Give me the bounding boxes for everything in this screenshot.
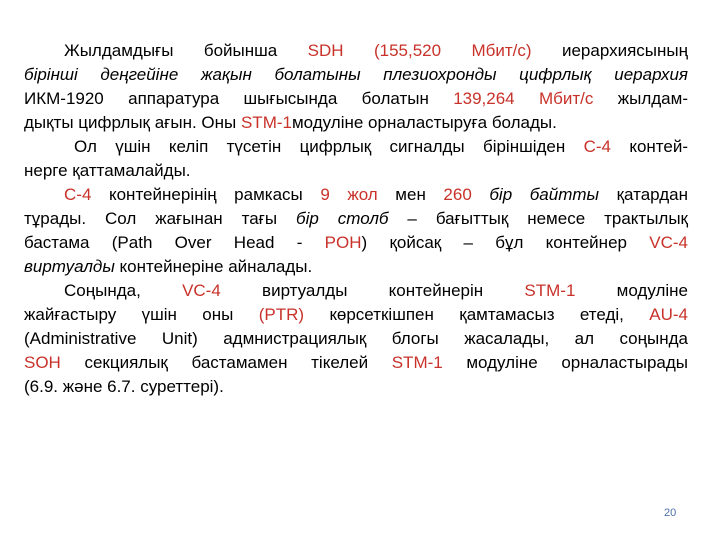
text-segment: Ол үшін келіп түсетін цифрлық сигналды біріншіден: [74, 137, 584, 156]
highlighted-term: STM-1: [240, 113, 292, 132]
highlighted-term: (PTR): [258, 305, 305, 324]
text-segment: иерархиясының: [531, 41, 689, 60]
highlighted-term: AU-4: [649, 305, 689, 324]
highlighted-term: STM-1: [391, 353, 443, 372]
text-segment: жайғастыру үшін оны: [24, 305, 259, 324]
text-line: [24, 159, 688, 183]
italic-text: бір столб: [296, 209, 389, 228]
highlighted-term: 139,264 Мбит/с: [453, 89, 594, 108]
highlighted-term: 260: [443, 185, 472, 204]
slide-body-text: [24, 39, 688, 399]
text-line: [24, 87, 688, 111]
text-line: [24, 135, 688, 159]
highlighted-term: POH: [324, 233, 362, 252]
text-line: [24, 207, 688, 231]
text-segment: секциялық бастамамен тікелей: [60, 353, 392, 372]
text-segment: контейнеріне айналады.: [114, 257, 313, 276]
text-segment: дықты цифрлық ағын. Оны: [24, 113, 241, 132]
italic-text: бірінші деңгейіне жақын болатыны плезиохронды цифрлық иерархия: [24, 65, 688, 84]
highlighted-term: SOH: [24, 353, 61, 372]
text-segment: нерге қаттамалайды.: [24, 161, 191, 180]
text-segment: контей-: [611, 137, 688, 156]
text-segment: бастама (Path Over Head -: [24, 233, 325, 252]
text-segment: (6.9. және 6.7. суреттері).: [24, 377, 224, 396]
text-line: [24, 375, 688, 399]
highlighted-term: STM-1: [524, 281, 576, 300]
text-line: [24, 351, 688, 375]
text-segment: модуліне: [575, 281, 688, 300]
highlighted-term: VC-4: [182, 281, 221, 300]
text-segment: контейнерінің рамкасы: [91, 185, 321, 204]
text-line: [24, 231, 688, 255]
text-segment: [472, 185, 490, 204]
text-segment: ИКМ-1920 аппаратура шығысында болатын: [24, 89, 454, 108]
highlighted-term: С-4: [64, 185, 92, 204]
text-segment: – бағыттық немесе трактылық: [388, 209, 688, 228]
page-number: 20: [664, 507, 677, 519]
highlighted-term: 9 жол: [320, 185, 378, 204]
text-segment: көрсеткішпен қамтамасыз етеді,: [304, 305, 650, 324]
italic-text: виртуалды: [24, 257, 115, 276]
text-line: [24, 279, 688, 303]
text-segment: виртуалды контейнерін: [220, 281, 525, 300]
text-line: [24, 303, 688, 327]
text-segment: Жылдамдығы бойынша: [64, 41, 308, 60]
text-segment: модуліне орналастыруға болады.: [291, 113, 557, 132]
text-segment: жылдам-: [593, 89, 688, 108]
text-line: [24, 39, 688, 63]
text-segment: қатардан: [599, 185, 688, 204]
text-segment: Соңында,: [64, 281, 183, 300]
text-segment: модуліне орналастырады: [442, 353, 688, 372]
text-line: [24, 63, 688, 87]
highlighted-term: VC-4: [649, 233, 688, 252]
highlighted-term: С-4: [583, 137, 611, 156]
text-segment: тұрады. Сол жағынан тағы: [24, 209, 297, 228]
text-segment: ) қойсақ – бұл контейнер: [361, 233, 650, 252]
text-segment: мен: [377, 185, 444, 204]
text-line: [24, 111, 688, 135]
text-line: [24, 255, 688, 279]
text-segment: (Administrative Unit) адмнистрациялық блогы жасалады, ал соңында: [24, 329, 688, 348]
italic-text: бір байтты: [489, 185, 600, 204]
highlighted-term: SDH (155,520 Мбит/с): [307, 41, 532, 60]
text-line: [24, 183, 688, 207]
text-line: [24, 327, 688, 351]
